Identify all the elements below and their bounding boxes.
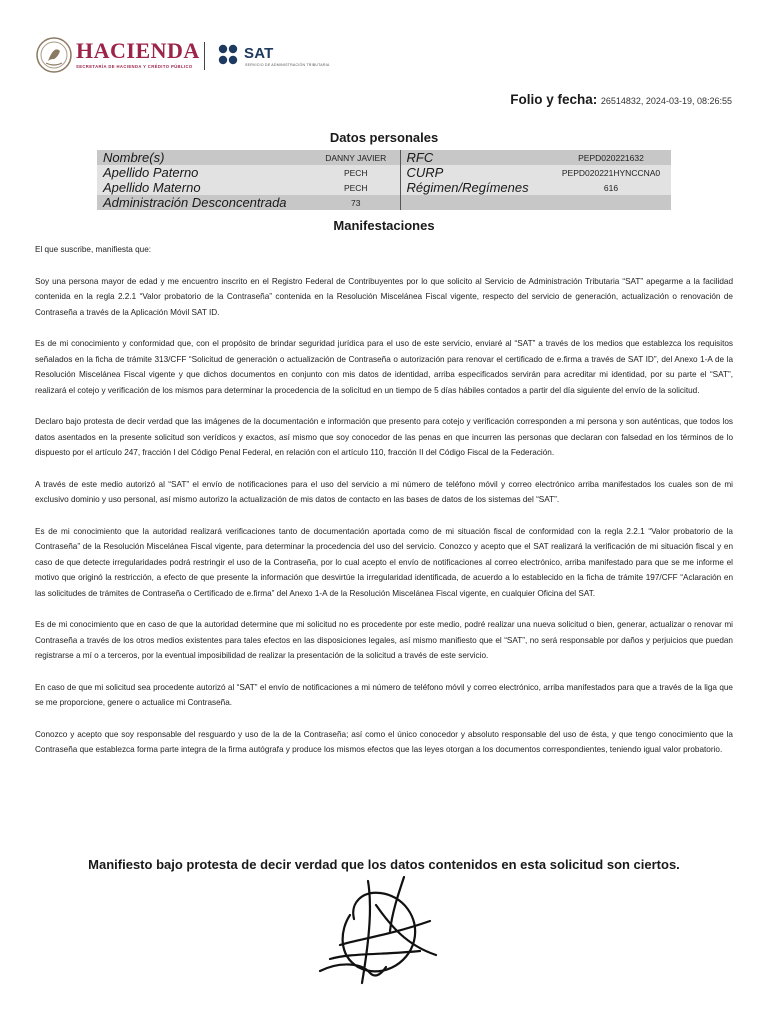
paragraph: Declaro bajo protesta de decir verdad que las imágenes de la documentación e información que presento para cotejo y verificación corresponden a mi persona y son auténticas, que todos los datos asentados en la presente solicitud son verídicos y exactos, así mismo que soy conocedor de las penas en que incurren las personas que declaran con falsedad en los términos de lo dispuesto por el artículo 247, fracción I del Código Penal Federal, en relación con el artículo 110, fracción II del Código Fiscal de la Federación. [35,417,733,457]
manifestations-body [35,242,733,774]
value-apellido-materno: PECH [312,180,400,195]
paragraph: En caso de que mi solicitud sea procedente autorizó al “SAT” el envío de notificaciones a mi número de teléfono móvil y correo electrónico, arriba manifestados para que a través de la liga que se me proporcione, genere o actualice mi Contraseña. [35,682,733,707]
agency-name: HACIENDA [76,38,200,63]
table-row [97,180,671,195]
value-apellido-paterno: PECH [312,165,400,180]
label-curp: CURP [400,165,551,180]
table-row [97,195,671,210]
personal-data-title: Datos personales [329,130,439,145]
paragraph: A través de este medio autorizó al “SAT” el envío de notificaciones para el uso del servicio a mi número de teléfono móvil y correo electrónico arriba manifestados los cuales son de mi exclusivo dominio y uso personal, así mismo autorizo la actualización de mis datos de contacto en las bases de datos de los sistemas del “SAT”. [35,479,733,504]
label-administracion: Administración Desconcentrada [97,195,312,210]
label-apellido-paterno: Apellido Paterno [97,165,312,180]
value-regimen: 616 [551,180,671,195]
agency-subtitle: SECRETARÍA DE HACIENDA Y CRÉDITO PÚBLICO [76,64,193,69]
folio-label: Folio y fecha: [510,92,598,107]
folio-line [510,92,732,107]
manifestations-title: Manifestaciones [333,218,435,233]
table-row [97,150,671,165]
paragraph: Soy una persona mayor de edad y me encuentro inscrito en el Registro Federal de Contribuyentes por lo que solicito al Servicio de Administración Tributaria “SAT” apegarme a la facilidad contenida en la regla 2.2.1 “Valor probatorio de la Contraseña” contenida en la Resolución Miscelánea Fiscal vigente, respecto del servicio de generación, actualización o renovación de Contraseña a través de la Aplicación Móvil SAT ID. [35,276,733,317]
label-nombres: Nombre(s) [97,150,312,165]
sat-logo-icon [216,43,240,67]
sat-subtitle: SERVICIO DE ADMINISTRACIÓN TRIBUTARIA [245,63,330,67]
empty-cell [400,195,551,210]
sat-name: SAT [244,45,274,62]
paragraph: Es de mi conocimiento que en caso de que la autoridad determine que mi solicitud no es procedente por este medio, podré realizar una nueva solicitud o bien, generar, actualizar o renovar mi Contraseña a través de los otros medios existentes para tales efectos en las disposiciones legales, así mismo manifiesto que el “SAT”, no será responsable por daños y perjuicios que puedan registrarse a mí o a terceros, por la eventual imposibilidad de realizar la presentación de la solicitud a través de este servicio. [35,620,733,660]
national-seal-icon [36,37,72,73]
header-divider [204,42,205,70]
value-rfc: PEPD020221632 [551,150,671,165]
handwritten-signature [310,875,450,990]
value-nombres: DANNY JAVIER [312,150,400,165]
empty-cell [551,195,671,210]
label-apellido-materno: Apellido Materno [97,180,312,195]
value-administracion: 73 [312,195,400,210]
paragraph: El que suscribe, manifiesta que: [35,245,152,254]
paragraph: Es de mi conocimiento y conformidad que, con el propósito de brindar seguridad jurídica para el uso de este servicio, enviaré al “SAT” a través de los medios que establezca los requisitos señalados en la ficha de trámite 313/CFF “Solicitud de generación o actualización de Contraseña o autorización para renovar el certificado de e.firma a través de SAT ID”, del Anexo 1-A de la Resolución Miscelánea Fiscal vigente y que dichos documentos en conjunto con mis datos de identidad, arriba especificados servirán para acreditar mi identidad, por su parte el “SAT”, realizará el cotejo y verificación de los mismos para determinar la procedencia de la solicitud en un tiempo de 5 días hábiles contados a partir del día siguiente del envío de la solicitud. [35,339,733,395]
personal-data-table [97,150,671,210]
table-row [97,165,671,180]
label-regimen: Régimen/Regímenes [400,180,551,195]
paragraph: Conozco y acepto que soy responsable del resguardo y uso de la de la Contraseña; así como el único conocedor y absoluto responsable del uso de ésta, y que tengo conocimiento que la Contraseña que establezca forma parte integra de la firma autógrafa y produce los mismos efectos que las leyes otorgan a los documentos correspondientes, teniendo igual valor probatorio. [35,729,733,754]
label-rfc: RFC [400,150,551,165]
paragraph: Es de mi conocimiento que la autoridad realizará verificaciones tanto de documentación aportada como de mi situación fiscal de conformidad con la regla 2.2.1 “Valor probatorio de la Contraseña” de la Resolución Miscelánea Fiscal vigente, para determinar la procedencia del uso del servicio. Conozco y acepto que el SAT realizará la verificación de mi situación fiscal y en caso de que detecte irregularidades podrá restringir el uso de la Contraseña, por lo cual acepto el envío de notificaciones al correo electrónico, arriba manifestado para que se me informe el motivo que originó la restricción, a efecto de que presente la información que desvirtúe la irregularidad identificada, de acuerdo a lo establecido en la ficha de trámite 197/CFF “Aclaración en las solicitudes de trámites de Contraseña o Certificado de e.firma” del Anexo 1-A de la Resolución Miscelánea Fiscal vigente, en cualquier Oficina del SAT. [35,526,733,598]
declaration-statement: Manifiesto bajo protesta de decir verdad que los datos contenidos en esta solicitud son ciertos. [88,857,680,872]
folio-value: 26514832, 2024-03-19, 08:26:55 [600,96,732,106]
value-curp: PEPD020221HYNCCNA0 [551,165,671,180]
document-header [34,36,354,76]
